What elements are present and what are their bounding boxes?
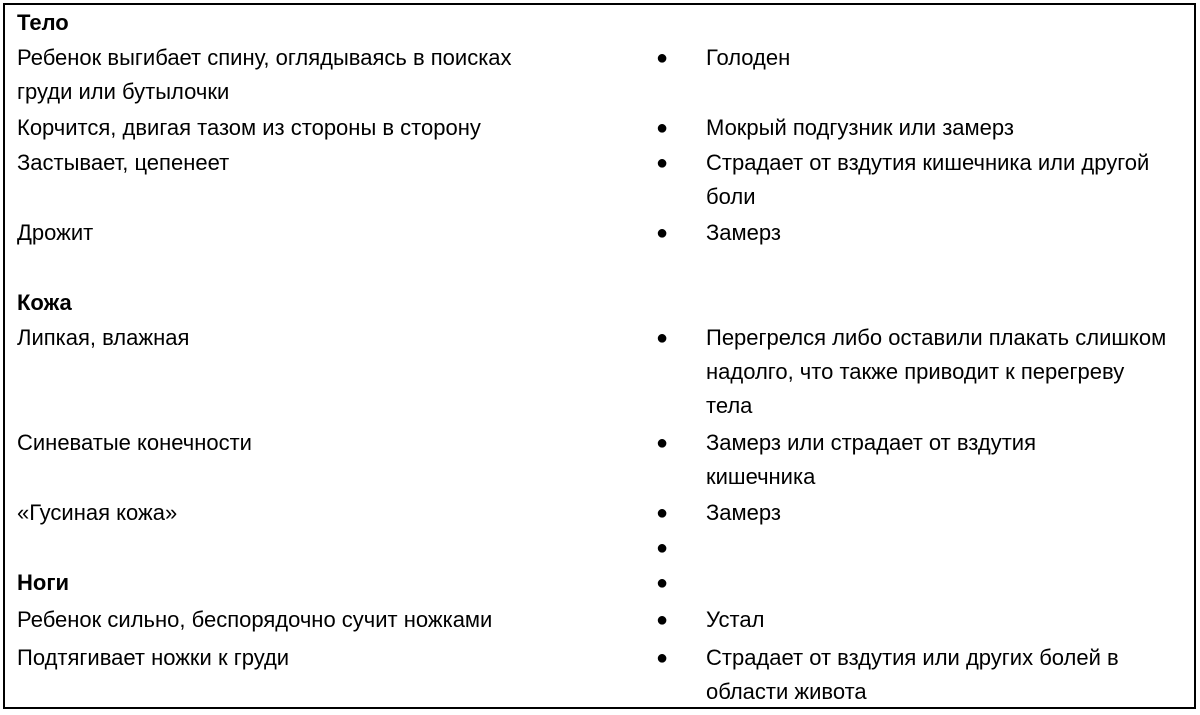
section-heading-skin: Кожа bbox=[17, 290, 72, 315]
bullet-icon: ● bbox=[656, 327, 669, 349]
bullet-icon: ● bbox=[656, 152, 669, 174]
bullet-icon: ● bbox=[656, 572, 669, 594]
sign-text: Ребенок выгибает спину, оглядываясь в поисках груди или бутылочки bbox=[17, 45, 512, 104]
section-heading-body: Тело bbox=[17, 10, 69, 35]
meaning-text: Мокрый подгузник или замерз bbox=[706, 115, 1014, 140]
bullet-icon: ● bbox=[656, 47, 669, 69]
sign-text: Подтягивает ножки к груди bbox=[17, 645, 290, 670]
bullet-icon: ● bbox=[656, 222, 669, 244]
sign-text: Липкая, влажная bbox=[17, 325, 190, 350]
meaning-text: Замерз или страдает от вздутия кишечника bbox=[706, 430, 1037, 489]
meaning-text: Страдает от вздутия кишечника или другой боли bbox=[706, 150, 1150, 209]
meaning-text: Перегрелся либо оставили плакать слишком надолго, что также приводит к перегреву тела bbox=[706, 325, 1167, 418]
sign-text: Синеватые конечности bbox=[17, 430, 252, 455]
bullet-icon: ● bbox=[656, 502, 669, 524]
meaning-text: Замерз bbox=[706, 500, 781, 525]
sign-text: Корчится, двигая тазом из стороны в сторону bbox=[17, 115, 481, 140]
sign-text: «Гусиная кожа» bbox=[17, 500, 178, 525]
section-heading-legs: Ноги bbox=[17, 570, 70, 595]
sign-text: Ребенок сильно, беспорядочно сучит ножками bbox=[17, 607, 493, 632]
bullet-icon: ● bbox=[656, 647, 669, 669]
meaning-text: Страдает от вздутия или других болей в области живота bbox=[706, 645, 1119, 704]
meaning-text: Замерз bbox=[706, 220, 781, 245]
sign-text: Дрожит bbox=[17, 220, 94, 245]
sign-text: Застывает, цепенеет bbox=[17, 150, 230, 175]
meaning-text: Голоден bbox=[706, 45, 791, 70]
bullet-icon: ● bbox=[656, 537, 669, 559]
bullet-icon: ● bbox=[656, 432, 669, 454]
bullet-icon: ● bbox=[656, 609, 669, 631]
bullet-icon: ● bbox=[656, 117, 669, 139]
meaning-text: Устал bbox=[706, 607, 765, 632]
